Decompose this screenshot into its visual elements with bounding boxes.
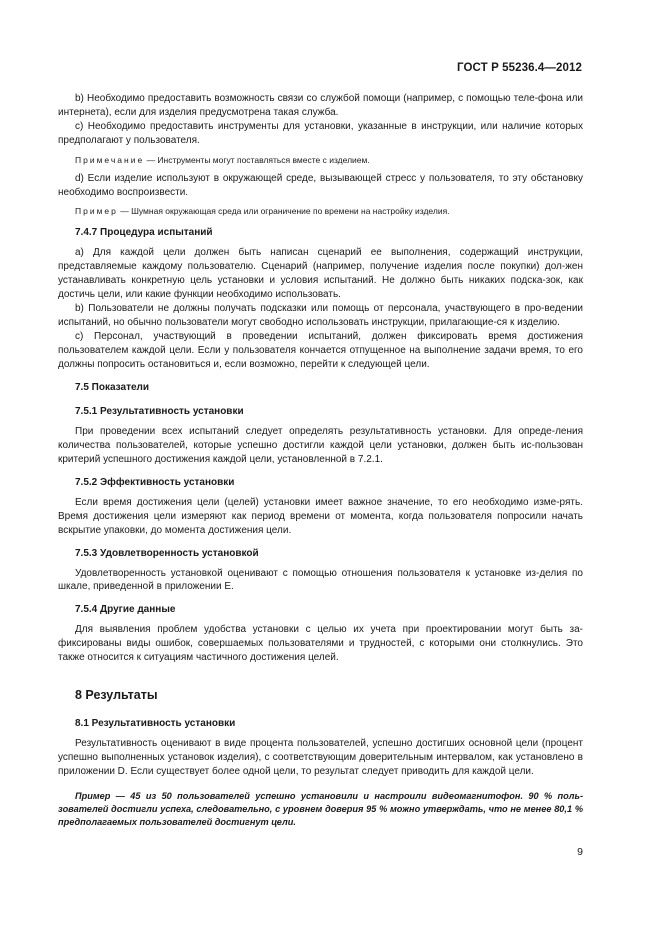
paragraph-7-4-7-b: b) Пользователи не должны получать подсказки или помощь от персонала, участвующего в про-ведении испытаний, но обычно пользователи могут свободно использовать инструкции, прилагающие-ся к изделию.: [58, 302, 583, 328]
section-heading-7-5-1: 7.5.1 Результативность установки: [75, 406, 244, 418]
list-item-c: c) Необходимо предоставить инструменты для установки, указанные в инструкции, или наличие которых предполагают у пользователя.: [58, 120, 583, 146]
page-body: [58, 92, 583, 829]
standard-header: ГОСТ Р 55236.4—2012: [457, 62, 582, 74]
note-text: — Инструменты могут поставляться вместе с изделием.: [144, 154, 370, 165]
note: [58, 154, 583, 166]
paragraph-7-5-4: Для выявления проблем удобства установки с целью их учета при проектировании могут быть за-фиксированы виды ошибок, совершаемых пользователями и трудностей, с которыми они столкнулись. Это также относится к ситуациям частичного достижения целей.: [58, 624, 583, 664]
example-8-1: Пример — 45 из 50 пользователей успешно установили и настроили видеомагнитофон. 90 % поль-зователей достигли успеха, следовательно, с уровнем доверия 95 % можно утверждать, что не менее 80,1 % предполагаемых пользователей достигнут цели.: [58, 790, 583, 827]
paragraph-7-4-7-a: a) Для каждой цели должен быть написан сценарий ее выполнения, содержащий инструкции, представляемые каждому пользователю. Сценарий (например, получение изделия после покупки) дол-жен устанавливать конкретную цель установки и условия испытаний. Не должно быть никаких подска-зок, как достичь цели, или какие функции необходимо использовать.: [58, 247, 583, 301]
page-number: 9: [577, 846, 583, 858]
example-label: Пример: [75, 206, 118, 217]
section-heading-8-1: 8.1 Результативность установки: [75, 717, 236, 729]
paragraph-7-5-1: При проведении всех испытаний следует определять результативность установки. Для опреде-ления количества пользователей, которые успешно достигли каждой цели установки, должен быть ис-пользован критерий успешного достижения каждой цели, установленной в 7.2.1.: [58, 426, 583, 466]
section-heading-7-5-2: 7.5.2 Эффективность установки: [75, 477, 235, 489]
section-heading-7-5-4: 7.5.4 Другие данные: [75, 604, 176, 616]
paragraph-7-5-2: Если время достижения цели (целей) установки имеет важное значение, то его необходимо изме-рять. Время достижения цели измеряют как период времени от момента, когда пользователя попросили начать вскрытие упаковки, до момента достижения цели.: [58, 496, 583, 536]
example-text: — Шумная окружающая среда или ограничение по времени на настройку изделия.: [117, 206, 450, 217]
note-label: Примечание: [75, 154, 145, 165]
section-heading-7-4-7: 7.4.7 Процедура испытаний: [75, 227, 213, 239]
section-heading-8: 8 Результаты: [75, 688, 158, 702]
paragraph-7-5-3: Удовлетворенность установкой оценивают с помощью отношения пользователя к установке из-делия по шкале, приведенной в приложении Е.: [58, 567, 583, 593]
paragraph-8-1: Результативность оценивают в виде процента пользователей, успешно достигших основной цели (процент успешно выполненных установок изделия), с соответствующим доверительным интервалом, как установлено в приложении D. Если существует более одной цели, то результат следует приводить для каждой цели.: [58, 737, 583, 777]
list-item-b: b) Необходимо предоставить возможность связи со службой помощи (например, с помощью теле-фона или интернета), если для изделия предусмотрена такая служба.: [58, 93, 583, 118]
paragraph-7-4-7-c: c) Персонал, участвующий в проведении испытаний, должен фиксировать время достижения пользователем каждой цели. Если у пользователя кончается отпущенное на выполнение задачи время, то его должны попросить остановиться и, если возможно, перейти к следующей цели.: [58, 330, 583, 370]
list-item-d: d) Если изделие используют в окружающей среде, вызывающей стресс у пользователя, то эту обстановку необходимо воспроизвести.: [58, 172, 583, 198]
section-heading-7-5: 7.5 Показатели: [75, 381, 150, 393]
example-note: [58, 205, 583, 217]
section-heading-7-5-3: 7.5.3 Удовлетворенность установкой: [75, 547, 259, 559]
